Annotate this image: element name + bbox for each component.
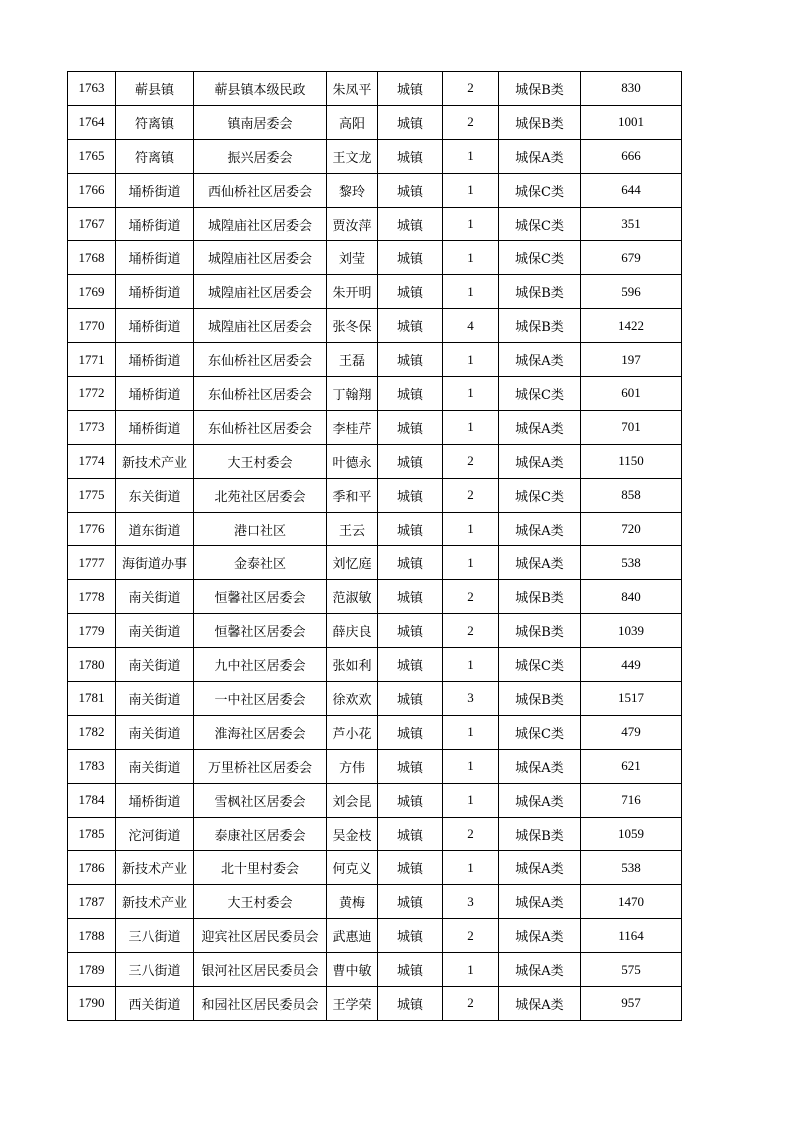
cell-category: 城保C类 (499, 207, 581, 241)
cell-amount: 449 (581, 648, 682, 682)
cell-household-size: 2 (443, 444, 499, 478)
cell-category: 城保B类 (499, 817, 581, 851)
cell-amount: 840 (581, 580, 682, 614)
cell-amount: 479 (581, 715, 682, 749)
cell-household-size: 2 (443, 817, 499, 851)
cell-amount: 858 (581, 478, 682, 512)
cell-community: 淮海社区居委会 (194, 715, 327, 749)
cell-name: 黄梅 (327, 885, 378, 919)
cell-township: 南关街道 (116, 682, 194, 716)
cell-community: 城隍庙社区居委会 (194, 275, 327, 309)
cell-row-number: 1771 (68, 343, 116, 377)
cell-area-type: 城镇 (378, 546, 443, 580)
table-row (68, 885, 682, 919)
cell-row-number: 1786 (68, 851, 116, 885)
cell-community: 东仙桥社区居委会 (194, 343, 327, 377)
table-row (68, 648, 682, 682)
cell-amount: 679 (581, 241, 682, 275)
cell-row-number: 1787 (68, 885, 116, 919)
cell-row-number: 1779 (68, 614, 116, 648)
cell-area-type: 城镇 (378, 749, 443, 783)
cell-name: 吴金枝 (327, 817, 378, 851)
cell-name: 高阳 (327, 105, 378, 139)
cell-area-type: 城镇 (378, 173, 443, 207)
cell-row-number: 1776 (68, 512, 116, 546)
cell-area-type: 城镇 (378, 682, 443, 716)
cell-township: 埇桥街道 (116, 783, 194, 817)
cell-name: 丁翰翔 (327, 377, 378, 411)
cell-category: 城保A类 (499, 919, 581, 953)
cell-category: 城保A类 (499, 851, 581, 885)
cell-row-number: 1785 (68, 817, 116, 851)
cell-category: 城保B类 (499, 72, 581, 106)
cell-category: 城保A类 (499, 749, 581, 783)
cell-community: 北苑社区居委会 (194, 478, 327, 512)
cell-household-size: 1 (443, 851, 499, 885)
cell-category: 城保A类 (499, 783, 581, 817)
cell-row-number: 1777 (68, 546, 116, 580)
cell-household-size: 2 (443, 987, 499, 1021)
cell-row-number: 1773 (68, 410, 116, 444)
table-row (68, 343, 682, 377)
cell-township: 埇桥街道 (116, 207, 194, 241)
table-row (68, 309, 682, 343)
cell-township: 符离镇 (116, 139, 194, 173)
cell-row-number: 1767 (68, 207, 116, 241)
cell-township: 三八街道 (116, 953, 194, 987)
cell-household-size: 2 (443, 478, 499, 512)
cell-amount: 1422 (581, 309, 682, 343)
cell-category: 城保C类 (499, 241, 581, 275)
cell-row-number: 1765 (68, 139, 116, 173)
table-row (68, 72, 682, 106)
cell-community: 东仙桥社区居委会 (194, 377, 327, 411)
cell-household-size: 4 (443, 309, 499, 343)
cell-row-number: 1768 (68, 241, 116, 275)
cell-household-size: 2 (443, 105, 499, 139)
cell-community: 恒馨社区居委会 (194, 614, 327, 648)
cell-row-number: 1788 (68, 919, 116, 953)
cell-community: 港口社区 (194, 512, 327, 546)
cell-name: 曹中敏 (327, 953, 378, 987)
cell-community: 城隍庙社区居委会 (194, 309, 327, 343)
cell-household-size: 2 (443, 919, 499, 953)
table-row (68, 478, 682, 512)
cell-household-size: 1 (443, 377, 499, 411)
cell-row-number: 1782 (68, 715, 116, 749)
cell-category: 城保A类 (499, 546, 581, 580)
cell-area-type: 城镇 (378, 614, 443, 648)
cell-area-type: 城镇 (378, 478, 443, 512)
cell-area-type: 城镇 (378, 207, 443, 241)
cell-community: 东仙桥社区居委会 (194, 410, 327, 444)
cell-row-number: 1784 (68, 783, 116, 817)
table-row (68, 512, 682, 546)
cell-name: 黎玲 (327, 173, 378, 207)
cell-name: 芦小花 (327, 715, 378, 749)
table-row (68, 410, 682, 444)
cell-row-number: 1778 (68, 580, 116, 614)
table-row (68, 919, 682, 953)
cell-community: 金泰社区 (194, 546, 327, 580)
cell-community: 大王村委会 (194, 444, 327, 478)
cell-amount: 1470 (581, 885, 682, 919)
cell-row-number: 1772 (68, 377, 116, 411)
cell-community: 雪枫社区居委会 (194, 783, 327, 817)
cell-category: 城保B类 (499, 682, 581, 716)
cell-area-type: 城镇 (378, 953, 443, 987)
cell-community: 和园社区居民委员会 (194, 987, 327, 1021)
cell-amount: 1150 (581, 444, 682, 478)
cell-category: 城保B类 (499, 580, 581, 614)
cell-category: 城保A类 (499, 444, 581, 478)
cell-township: 沱河街道 (116, 817, 194, 851)
cell-area-type: 城镇 (378, 715, 443, 749)
cell-name: 方伟 (327, 749, 378, 783)
cell-household-size: 1 (443, 546, 499, 580)
cell-township: 南关街道 (116, 749, 194, 783)
cell-area-type: 城镇 (378, 987, 443, 1021)
cell-name: 王云 (327, 512, 378, 546)
cell-township: 新技术产业 (116, 851, 194, 885)
cell-community: 城隍庙社区居委会 (194, 241, 327, 275)
cell-household-size: 1 (443, 173, 499, 207)
cell-area-type: 城镇 (378, 512, 443, 546)
cell-township: 符离镇 (116, 105, 194, 139)
cell-row-number: 1781 (68, 682, 116, 716)
cell-household-size: 1 (443, 512, 499, 546)
cell-category: 城保A类 (499, 512, 581, 546)
cell-amount: 666 (581, 139, 682, 173)
cell-category: 城保A类 (499, 885, 581, 919)
cell-household-size: 3 (443, 885, 499, 919)
cell-amount: 1164 (581, 919, 682, 953)
cell-township: 蕲县镇 (116, 72, 194, 106)
cell-amount: 1059 (581, 817, 682, 851)
table-row (68, 173, 682, 207)
cell-household-size: 2 (443, 72, 499, 106)
cell-name: 张冬保 (327, 309, 378, 343)
cell-community: 万里桥社区居委会 (194, 749, 327, 783)
cell-name: 王文龙 (327, 139, 378, 173)
cell-name: 徐欢欢 (327, 682, 378, 716)
cell-name: 何克义 (327, 851, 378, 885)
cell-township: 东关街道 (116, 478, 194, 512)
cell-category: 城保A类 (499, 410, 581, 444)
cell-household-size: 1 (443, 410, 499, 444)
cell-area-type: 城镇 (378, 817, 443, 851)
cell-amount: 197 (581, 343, 682, 377)
cell-area-type: 城镇 (378, 648, 443, 682)
cell-community: 镇南居委会 (194, 105, 327, 139)
cell-area-type: 城镇 (378, 580, 443, 614)
cell-row-number: 1763 (68, 72, 116, 106)
table-row (68, 851, 682, 885)
cell-community: 北十里村委会 (194, 851, 327, 885)
cell-community: 西仙桥社区居委会 (194, 173, 327, 207)
cell-amount: 716 (581, 783, 682, 817)
cell-household-size: 2 (443, 580, 499, 614)
cell-name: 朱开明 (327, 275, 378, 309)
cell-household-size: 1 (443, 749, 499, 783)
cell-amount: 1001 (581, 105, 682, 139)
cell-household-size: 1 (443, 241, 499, 275)
cell-community: 城隍庙社区居委会 (194, 207, 327, 241)
cell-township: 埇桥街道 (116, 173, 194, 207)
cell-name: 薛庆良 (327, 614, 378, 648)
table-row (68, 275, 682, 309)
cell-household-size: 1 (443, 953, 499, 987)
cell-township: 南关街道 (116, 614, 194, 648)
records-table (67, 71, 682, 1021)
cell-amount: 830 (581, 72, 682, 106)
cell-area-type: 城镇 (378, 851, 443, 885)
cell-amount: 621 (581, 749, 682, 783)
cell-township: 道东街道 (116, 512, 194, 546)
cell-household-size: 1 (443, 648, 499, 682)
cell-area-type: 城镇 (378, 377, 443, 411)
cell-category: 城保C类 (499, 715, 581, 749)
cell-amount: 957 (581, 987, 682, 1021)
cell-row-number: 1766 (68, 173, 116, 207)
cell-household-size: 1 (443, 139, 499, 173)
table-row (68, 987, 682, 1021)
cell-name: 叶德永 (327, 444, 378, 478)
cell-household-size: 1 (443, 715, 499, 749)
cell-amount: 1039 (581, 614, 682, 648)
cell-row-number: 1770 (68, 309, 116, 343)
cell-township: 南关街道 (116, 580, 194, 614)
cell-row-number: 1780 (68, 648, 116, 682)
cell-township: 新技术产业 (116, 444, 194, 478)
table-row (68, 139, 682, 173)
cell-township: 西关街道 (116, 987, 194, 1021)
cell-community: 银河社区居民委员会 (194, 953, 327, 987)
cell-name: 刘莹 (327, 241, 378, 275)
cell-name: 武惠迪 (327, 919, 378, 953)
cell-name: 刘会昆 (327, 783, 378, 817)
cell-row-number: 1764 (68, 105, 116, 139)
cell-row-number: 1775 (68, 478, 116, 512)
cell-area-type: 城镇 (378, 105, 443, 139)
cell-amount: 575 (581, 953, 682, 987)
cell-name: 王磊 (327, 343, 378, 377)
cell-township: 新技术产业 (116, 885, 194, 919)
table-row (68, 953, 682, 987)
cell-area-type: 城镇 (378, 241, 443, 275)
cell-amount: 596 (581, 275, 682, 309)
cell-community: 蕲县镇本级民政 (194, 72, 327, 106)
cell-name: 朱凤平 (327, 72, 378, 106)
cell-township: 埇桥街道 (116, 309, 194, 343)
cell-township: 海街道办事 (116, 546, 194, 580)
table-body (68, 72, 682, 1021)
cell-name: 刘忆庭 (327, 546, 378, 580)
cell-amount: 1517 (581, 682, 682, 716)
cell-category: 城保A类 (499, 987, 581, 1021)
cell-category: 城保C类 (499, 377, 581, 411)
cell-community: 泰康社区居委会 (194, 817, 327, 851)
cell-community: 九中社区居委会 (194, 648, 327, 682)
cell-township: 埇桥街道 (116, 275, 194, 309)
cell-name: 范淑敏 (327, 580, 378, 614)
table-row (68, 241, 682, 275)
cell-area-type: 城镇 (378, 783, 443, 817)
cell-household-size: 2 (443, 614, 499, 648)
table-row (68, 207, 682, 241)
cell-area-type: 城镇 (378, 410, 443, 444)
cell-community: 大王村委会 (194, 885, 327, 919)
cell-household-size: 1 (443, 343, 499, 377)
cell-area-type: 城镇 (378, 309, 443, 343)
cell-area-type: 城镇 (378, 139, 443, 173)
cell-row-number: 1783 (68, 749, 116, 783)
table-row (68, 783, 682, 817)
cell-row-number: 1789 (68, 953, 116, 987)
cell-category: 城保C类 (499, 478, 581, 512)
table-row (68, 580, 682, 614)
cell-community: 恒馨社区居委会 (194, 580, 327, 614)
cell-category: 城保B类 (499, 105, 581, 139)
cell-community: 振兴居委会 (194, 139, 327, 173)
cell-amount: 701 (581, 410, 682, 444)
cell-category: 城保A类 (499, 953, 581, 987)
cell-area-type: 城镇 (378, 343, 443, 377)
cell-category: 城保B类 (499, 309, 581, 343)
cell-amount: 538 (581, 546, 682, 580)
cell-amount: 601 (581, 377, 682, 411)
table-row (68, 817, 682, 851)
cell-area-type: 城镇 (378, 444, 443, 478)
cell-area-type: 城镇 (378, 919, 443, 953)
cell-amount: 351 (581, 207, 682, 241)
cell-name: 张如利 (327, 648, 378, 682)
cell-area-type: 城镇 (378, 885, 443, 919)
cell-row-number: 1774 (68, 444, 116, 478)
cell-township: 三八街道 (116, 919, 194, 953)
table-row (68, 749, 682, 783)
cell-township: 南关街道 (116, 648, 194, 682)
cell-row-number: 1769 (68, 275, 116, 309)
cell-amount: 644 (581, 173, 682, 207)
cell-category: 城保A类 (499, 139, 581, 173)
cell-township: 埇桥街道 (116, 241, 194, 275)
table-row (68, 614, 682, 648)
cell-township: 埇桥街道 (116, 377, 194, 411)
cell-name: 季和平 (327, 478, 378, 512)
cell-area-type: 城镇 (378, 72, 443, 106)
table-row (68, 715, 682, 749)
cell-amount: 720 (581, 512, 682, 546)
table-row (68, 444, 682, 478)
cell-household-size: 1 (443, 207, 499, 241)
table-row (68, 377, 682, 411)
cell-category: 城保C类 (499, 648, 581, 682)
cell-amount: 538 (581, 851, 682, 885)
cell-category: 城保C类 (499, 173, 581, 207)
table-row (68, 105, 682, 139)
cell-township: 埇桥街道 (116, 410, 194, 444)
cell-category: 城保B类 (499, 614, 581, 648)
cell-township: 埇桥街道 (116, 343, 194, 377)
cell-name: 李桂芹 (327, 410, 378, 444)
cell-name: 王学荣 (327, 987, 378, 1021)
cell-row-number: 1790 (68, 987, 116, 1021)
cell-name: 贾汝萍 (327, 207, 378, 241)
table-row (68, 546, 682, 580)
cell-household-size: 3 (443, 682, 499, 716)
cell-category: 城保B类 (499, 275, 581, 309)
cell-household-size: 1 (443, 275, 499, 309)
cell-household-size: 1 (443, 783, 499, 817)
cell-category: 城保A类 (499, 343, 581, 377)
table-row (68, 682, 682, 716)
cell-area-type: 城镇 (378, 275, 443, 309)
cell-township: 南关街道 (116, 715, 194, 749)
cell-community: 迎宾社区居民委员会 (194, 919, 327, 953)
cell-community: 一中社区居委会 (194, 682, 327, 716)
